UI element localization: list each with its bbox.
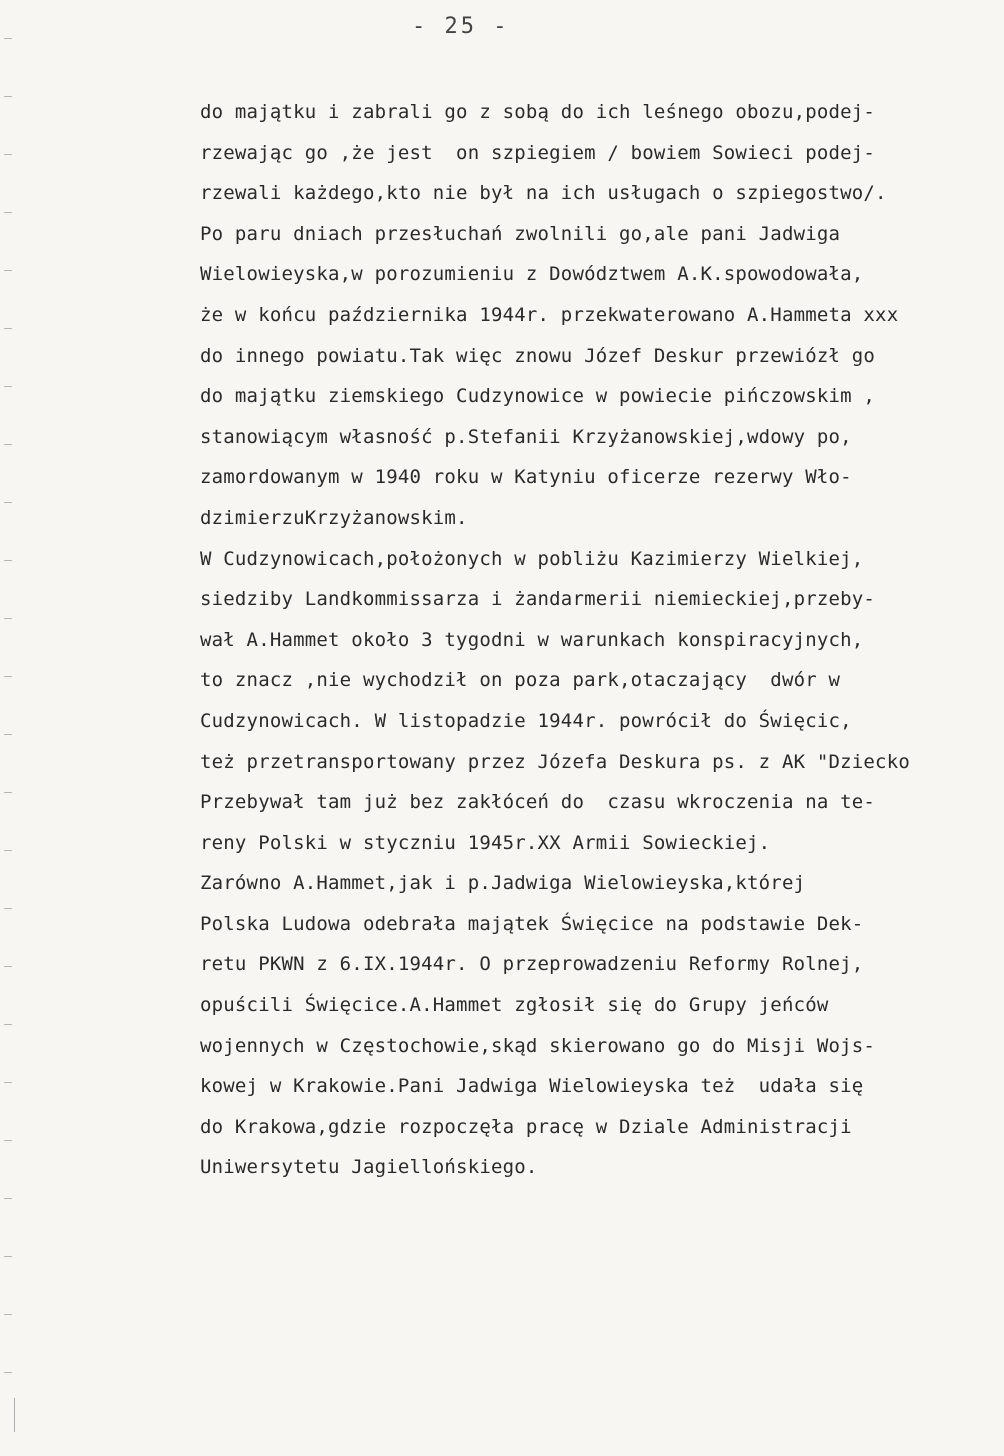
text-line: do majątku i zabrali go z sobą do ich leśnego obozu,podej- xyxy=(200,101,876,123)
document-body xyxy=(200,92,1000,1188)
text-line: rzewając go ,że jest on szpiegiem / bowiem Sowieci podej- xyxy=(200,141,876,164)
text-line: do innego powiatu.Tak więc znowu Józef Deskur przewiózł go xyxy=(200,344,876,367)
text-line: do Krakowa,gdzie rozpoczęła pracę w Dziale Administracji xyxy=(200,1115,852,1138)
edge-tick xyxy=(4,1198,12,1199)
edge-tick xyxy=(4,792,12,793)
edge-tick xyxy=(4,560,12,561)
edge-tick xyxy=(4,38,12,39)
edge-tick xyxy=(4,1024,12,1025)
text-line: kowej w Krakowie.Pani Jadwiga Wielowieyska też udała się xyxy=(200,1075,864,1098)
text-line: dzimierzuKrzyżanowskim. xyxy=(200,506,468,529)
text-line: rzewali każdego,kto nie był na ich usługach o szpiegostwo/. xyxy=(200,182,887,205)
edge-tick xyxy=(4,386,12,387)
edge-tick xyxy=(4,154,12,155)
edge-tick xyxy=(4,270,12,271)
binding-edge xyxy=(0,0,14,1456)
text-line: stanowiącym własność p.Stefanii Krzyżanowskiej,wdowy po, xyxy=(200,425,852,448)
edge-tick xyxy=(4,908,12,909)
text-line: wał A.Hammet około 3 tygodni w warunkach konspiracyjnych, xyxy=(200,628,864,651)
text-line: też przetransportowany przez Józefa Deskura ps. z AK "Dziecko xyxy=(200,750,910,773)
scan-edge-mark xyxy=(14,1398,19,1432)
edge-tick xyxy=(4,1256,12,1257)
edge-tick xyxy=(4,1140,12,1141)
edge-tick xyxy=(4,1314,12,1315)
edge-tick xyxy=(4,1082,12,1083)
edge-tick xyxy=(4,618,12,619)
edge-tick xyxy=(4,966,12,967)
edge-tick xyxy=(4,444,12,445)
text-line: Uniwersytetu Jagiellońskiego. xyxy=(200,1156,538,1179)
text-line: siedziby Landkommissarza i żandarmerii niemieckiej,przeby- xyxy=(200,588,876,611)
text-line: retu PKWN z 6.IX.1944r. O przeprowadzeniu Reformy Rolnej, xyxy=(200,953,864,976)
text-line: wojennych w Częstochowie,skąd skierowano go do Misji Wojs- xyxy=(200,1034,876,1057)
edge-tick xyxy=(4,212,12,213)
text-line: W Cudzynowicach,położonych w pobliżu Kazimierzy Wielkiej, xyxy=(200,547,864,570)
edge-tick xyxy=(4,676,12,677)
page-number: - 25 - xyxy=(412,14,510,39)
text-line: do majątku ziemskiego Cudzynowice w powiecie pińczowskim , xyxy=(200,385,876,408)
text-line: Wielowieyska,w porozumieniu z Dowództwem A.K.spowodowała, xyxy=(200,263,864,286)
text-line: Po paru dniach przesłuchań zwolnili go,ale pani Jadwiga xyxy=(200,222,841,245)
text-line: opuścili Święcice.A.Hammet zgłosił się do Grupy jeńców xyxy=(200,994,829,1017)
text-line: zamordowanym w 1940 roku w Katyniu oficerze rezerwy Wło- xyxy=(200,466,852,489)
edge-tick xyxy=(4,734,12,735)
text-line: Polska Ludowa odebrała majątek Święcice na podstawie Dek- xyxy=(200,912,864,935)
text-line: to znacz ,nie wychodził on poza park,otaczający dwór w xyxy=(200,669,841,692)
edge-tick xyxy=(4,1372,12,1373)
text-line: reny Polski w styczniu 1945r.XX Armii Sowieckiej. xyxy=(200,831,771,854)
text-line: Cudzynowicach. W listopadzie 1944r. powrócił do Święcic, xyxy=(200,709,852,732)
edge-tick xyxy=(4,850,12,851)
edge-tick xyxy=(4,96,12,97)
text-line: Przebywał tam już bez zakłóceń do czasu wkroczenia na te- xyxy=(200,791,876,814)
text-line: że w końcu października 1944r. przekwaterowano A.Hammeta xxx xyxy=(200,303,899,326)
text-line: Zarówno A.Hammet,jak i p.Jadwiga Wielowieyska,której xyxy=(200,872,806,895)
edge-tick xyxy=(4,328,12,329)
edge-tick xyxy=(4,502,12,503)
